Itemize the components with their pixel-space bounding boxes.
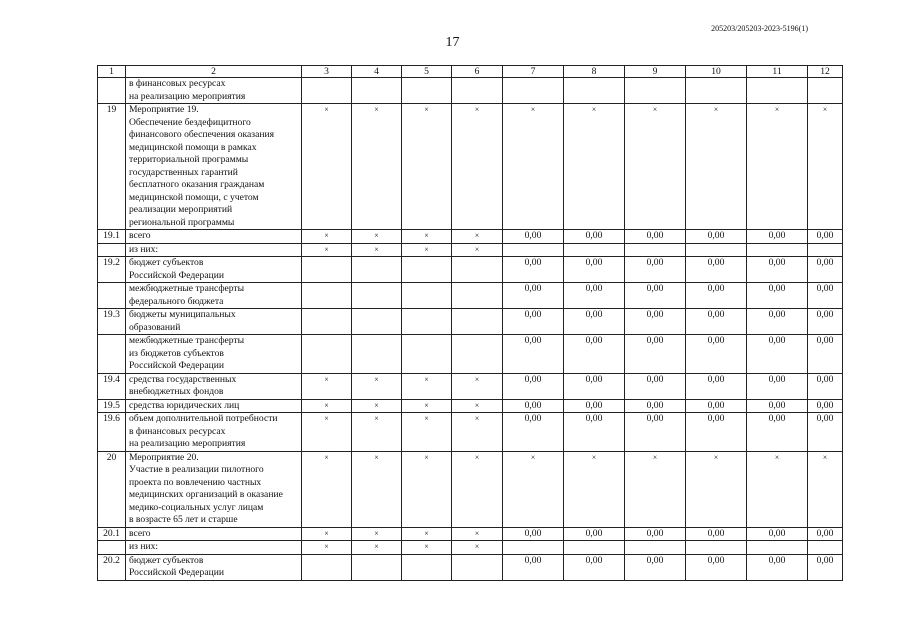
value-cell: × [352, 451, 402, 527]
table-body [98, 66, 843, 581]
value-cell: 0,00 [686, 230, 747, 244]
value-cell [452, 554, 503, 580]
column-number: 1 [98, 66, 126, 78]
column-number: 4 [352, 66, 402, 78]
table-row [98, 335, 843, 374]
value-cell [352, 309, 402, 335]
row-label-line: бюджет субъектов [129, 257, 204, 268]
value-cell: × [452, 541, 503, 555]
row-label [126, 335, 302, 374]
row-label [126, 283, 302, 309]
value-cell: × [452, 104, 503, 230]
row-number: 19.1 [98, 230, 126, 244]
value-cell: × [352, 104, 402, 230]
table-row [98, 230, 843, 244]
value-cell: × [452, 413, 503, 452]
row-label-line: в возрасте 65 лет и старше [129, 514, 238, 525]
row-label [126, 541, 302, 555]
row-label [126, 257, 302, 283]
row-label-line: внебюджетных фондов [129, 386, 224, 397]
value-cell: × [352, 230, 402, 244]
value-cell [352, 335, 402, 374]
value-cell: × [402, 399, 452, 413]
value-cell: × [302, 527, 352, 541]
value-cell: × [302, 230, 352, 244]
value-cell [686, 541, 747, 555]
row-label [126, 230, 302, 244]
row-label-line: Участие в реализации пилотного [129, 464, 264, 475]
value-cell: × [352, 541, 402, 555]
row-label-line: медицинской помощи, с учетом [129, 191, 259, 203]
value-cell: 0,00 [503, 399, 564, 413]
row-label-line: образований [129, 321, 181, 333]
table-row [98, 257, 843, 283]
row-number: 20 [98, 451, 126, 527]
value-cell: × [302, 451, 352, 527]
value-cell [625, 78, 686, 104]
value-cell: 0,00 [747, 335, 808, 374]
value-cell: 0,00 [808, 230, 843, 244]
row-number: 19.3 [98, 309, 126, 335]
value-cell: × [352, 399, 402, 413]
column-number: 12 [808, 66, 843, 78]
value-cell [564, 243, 625, 257]
value-cell: 0,00 [808, 335, 843, 374]
value-cell: × [503, 104, 564, 230]
row-label-line: всего [129, 527, 151, 539]
value-cell: 0,00 [747, 257, 808, 283]
value-cell: 0,00 [808, 257, 843, 283]
value-cell: 0,00 [503, 283, 564, 309]
value-cell: 0,00 [747, 399, 808, 413]
row-label-line: бюджеты муниципальных [129, 309, 236, 320]
row-label-line: региональной программы [129, 216, 235, 228]
row-label-line: объем дополнительной потребности [129, 413, 278, 424]
column-number: 9 [625, 66, 686, 78]
table-row [98, 451, 843, 527]
value-cell: 0,00 [686, 257, 747, 283]
value-cell: × [352, 413, 402, 452]
table-row [98, 373, 843, 399]
row-label-line: Обеспечение бездефицитного [129, 116, 251, 128]
budget-table [97, 65, 843, 581]
value-cell: 0,00 [686, 283, 747, 309]
value-cell: × [402, 373, 452, 399]
value-cell [402, 257, 452, 283]
column-number: 10 [686, 66, 747, 78]
page-number: 17 [445, 35, 460, 50]
value-cell: 0,00 [625, 257, 686, 283]
value-cell [302, 78, 352, 104]
value-cell: 0,00 [625, 527, 686, 541]
value-cell [452, 78, 503, 104]
value-cell: × [625, 451, 686, 527]
row-label-line: территориальной программы [129, 154, 249, 165]
value-cell: × [686, 104, 747, 230]
value-cell: 0,00 [503, 554, 564, 580]
value-cell [402, 283, 452, 309]
row-label-line: на реализацию мероприятия [129, 90, 246, 102]
value-cell: × [402, 230, 452, 244]
value-cell: 0,00 [808, 554, 843, 580]
row-label-line: межбюджетные трансферты [129, 283, 245, 294]
value-cell: × [302, 399, 352, 413]
value-cell [503, 541, 564, 555]
row-label-line: федерального бюджета [129, 295, 224, 307]
value-cell: 0,00 [564, 527, 625, 541]
row-label-line: из них: [129, 243, 159, 255]
value-cell: 0,00 [686, 413, 747, 452]
row-number [98, 283, 126, 309]
value-cell: × [352, 373, 402, 399]
value-cell: × [564, 104, 625, 230]
value-cell: 0,00 [747, 413, 808, 452]
value-cell [503, 78, 564, 104]
row-label-line: в финансовых ресурсах [129, 78, 226, 89]
column-number: 2 [126, 66, 302, 78]
row-label [126, 309, 302, 335]
row-label [126, 243, 302, 257]
value-cell: × [452, 399, 503, 413]
value-cell [686, 243, 747, 257]
value-cell: × [452, 230, 503, 244]
value-cell: 0,00 [686, 335, 747, 374]
value-cell [747, 541, 808, 555]
table-row [98, 399, 843, 413]
value-cell: × [402, 413, 452, 452]
row-label [126, 413, 302, 452]
value-cell: × [503, 451, 564, 527]
value-cell: × [625, 104, 686, 230]
value-cell [402, 309, 452, 335]
value-cell: × [302, 243, 352, 257]
row-label [126, 104, 302, 230]
row-number: 19.5 [98, 399, 126, 413]
value-cell: × [302, 541, 352, 555]
row-label [126, 399, 302, 413]
value-cell: 0,00 [564, 413, 625, 452]
column-number: 6 [452, 66, 503, 78]
row-number: 19.2 [98, 257, 126, 283]
value-cell: 0,00 [625, 335, 686, 374]
value-cell: 0,00 [808, 527, 843, 541]
value-cell: 0,00 [625, 309, 686, 335]
value-cell: 0,00 [564, 283, 625, 309]
value-cell: 0,00 [625, 230, 686, 244]
value-cell: 0,00 [564, 554, 625, 580]
value-cell: 0,00 [686, 373, 747, 399]
table-row [98, 554, 843, 580]
row-number [98, 335, 126, 374]
value-cell [808, 78, 843, 104]
column-number: 8 [564, 66, 625, 78]
value-cell: × [808, 104, 843, 230]
column-number: 11 [747, 66, 808, 78]
value-cell [402, 554, 452, 580]
row-label-line: Российской Федерации [129, 567, 224, 578]
row-number [98, 78, 126, 104]
row-label-line: государственных гарантий [129, 166, 238, 178]
value-cell [747, 78, 808, 104]
value-cell: 0,00 [808, 413, 843, 452]
table-row [98, 527, 843, 541]
value-cell: × [402, 451, 452, 527]
row-label-line: из них: [129, 541, 159, 552]
value-cell: × [747, 451, 808, 527]
value-cell [625, 541, 686, 555]
row-label [126, 451, 302, 527]
row-label [126, 554, 302, 580]
value-cell [564, 541, 625, 555]
value-cell: 0,00 [747, 309, 808, 335]
value-cell: 0,00 [564, 399, 625, 413]
table-row [98, 104, 843, 230]
value-cell: × [352, 527, 402, 541]
value-cell [503, 243, 564, 257]
value-cell: × [452, 243, 503, 257]
value-cell: 0,00 [808, 373, 843, 399]
value-cell [352, 78, 402, 104]
value-cell [302, 309, 352, 335]
value-cell: × [452, 451, 503, 527]
value-cell [747, 243, 808, 257]
value-cell: 0,00 [503, 413, 564, 452]
value-cell: 0,00 [503, 527, 564, 541]
row-label-line: медико-социальных услуг лицам [129, 501, 264, 513]
row-label-line: бюджет субъектов [129, 554, 204, 566]
value-cell: × [452, 373, 503, 399]
row-label-line: в финансовых ресурсах [129, 425, 226, 437]
row-label-line: из бюджетов субъектов [129, 347, 224, 359]
table-row [98, 309, 843, 335]
row-number: 19.6 [98, 413, 126, 452]
value-cell [808, 243, 843, 257]
value-cell [402, 78, 452, 104]
value-cell: × [747, 104, 808, 230]
value-cell: × [402, 541, 452, 555]
value-cell: 0,00 [625, 399, 686, 413]
value-cell: × [302, 104, 352, 230]
value-cell: × [686, 451, 747, 527]
value-cell: 0,00 [503, 230, 564, 244]
value-cell: 0,00 [564, 373, 625, 399]
value-cell: × [302, 373, 352, 399]
row-number [98, 541, 126, 555]
value-cell [452, 335, 503, 374]
value-cell: 0,00 [808, 309, 843, 335]
value-cell: 0,00 [747, 527, 808, 541]
value-cell [686, 78, 747, 104]
value-cell: × [352, 243, 402, 257]
value-cell [808, 541, 843, 555]
value-cell [564, 78, 625, 104]
value-cell: 0,00 [747, 554, 808, 580]
row-number: 20.1 [98, 527, 126, 541]
row-number: 19.4 [98, 373, 126, 399]
document-id: 205203/205203-2023-5196(1) [711, 24, 808, 33]
row-label-line: проекта по вовлечению частных [129, 476, 262, 488]
table-row [98, 283, 843, 309]
column-number-row [98, 66, 843, 78]
value-cell: 0,00 [747, 283, 808, 309]
value-cell: 0,00 [686, 554, 747, 580]
row-label-line: Мероприятие 19. [129, 104, 199, 115]
value-cell: × [808, 451, 843, 527]
table-row [98, 541, 843, 555]
value-cell: 0,00 [564, 257, 625, 283]
row-label [126, 373, 302, 399]
value-cell [402, 335, 452, 374]
value-cell: 0,00 [564, 335, 625, 374]
row-label-line: средства юридических лиц [129, 399, 240, 411]
value-cell [302, 257, 352, 283]
row-label [126, 527, 302, 541]
value-cell: × [452, 527, 503, 541]
column-number: 7 [503, 66, 564, 78]
value-cell: × [402, 527, 452, 541]
value-cell: 0,00 [808, 399, 843, 413]
value-cell: × [402, 243, 452, 257]
value-cell [352, 554, 402, 580]
row-label-line: Российской Федерации [129, 269, 224, 281]
table-row [98, 78, 843, 104]
column-number: 5 [402, 66, 452, 78]
row-label-line: финансового обеспечения оказания [129, 129, 275, 140]
value-cell: 0,00 [747, 230, 808, 244]
value-cell [352, 283, 402, 309]
row-label-line: средства государственных [129, 373, 237, 385]
value-cell [452, 283, 503, 309]
row-number: 20.2 [98, 554, 126, 580]
value-cell: 0,00 [625, 413, 686, 452]
row-label-line: Российской Федерации [129, 360, 224, 371]
row-label-line: медицинских организаций в оказание [129, 489, 283, 500]
table-row [98, 413, 843, 452]
value-cell [452, 309, 503, 335]
value-cell [625, 243, 686, 257]
value-cell: 0,00 [686, 309, 747, 335]
row-label [126, 78, 302, 104]
row-number: 19 [98, 104, 126, 230]
row-label-line: на реализацию мероприятия [129, 438, 246, 449]
table-row [98, 243, 843, 257]
value-cell [352, 257, 402, 283]
value-cell: × [402, 104, 452, 230]
row-number [98, 243, 126, 257]
value-cell: 0,00 [564, 230, 625, 244]
value-cell: 0,00 [747, 373, 808, 399]
row-label-line: медицинской помощи в рамках [129, 141, 257, 153]
value-cell: 0,00 [564, 309, 625, 335]
value-cell [302, 335, 352, 374]
value-cell [452, 257, 503, 283]
value-cell: 0,00 [503, 309, 564, 335]
value-cell: × [564, 451, 625, 527]
row-label-line: реализации мероприятий [129, 204, 233, 215]
row-label-line: всего [129, 230, 151, 241]
value-cell: × [302, 413, 352, 452]
value-cell: 0,00 [625, 373, 686, 399]
value-cell: 0,00 [686, 527, 747, 541]
value-cell: 0,00 [625, 554, 686, 580]
value-cell: 0,00 [503, 335, 564, 374]
value-cell: 0,00 [503, 373, 564, 399]
row-label-line: Мероприятие 20. [129, 451, 199, 463]
row-label-line: межбюджетные трансферты [129, 335, 245, 346]
value-cell: 0,00 [503, 257, 564, 283]
row-label-line: бесплатного оказания гражданам [129, 179, 265, 190]
value-cell: 0,00 [686, 399, 747, 413]
column-number: 3 [302, 66, 352, 78]
value-cell: 0,00 [625, 283, 686, 309]
value-cell [302, 283, 352, 309]
value-cell [302, 554, 352, 580]
value-cell: 0,00 [808, 283, 843, 309]
